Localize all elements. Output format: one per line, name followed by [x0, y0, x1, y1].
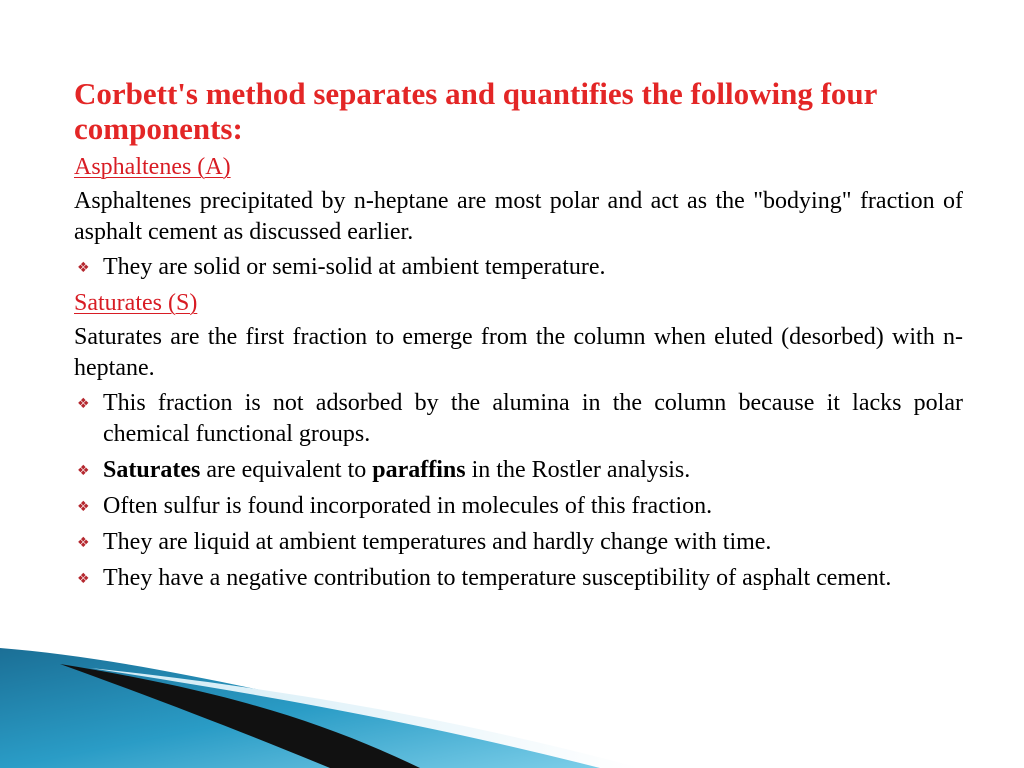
section-heading-saturates: Saturates (S): [74, 290, 198, 316]
saturates-bullet-list: [74, 388, 963, 594]
list-item: ❖ They are solid or semi-solid at ambient temperature.: [74, 252, 963, 283]
bold-term-saturates: Saturates: [103, 457, 201, 483]
list-item: ❖ They have a negative contribution to temperature susceptibility of asphalt cement.: [74, 563, 963, 594]
list-item: ❖ Saturates are equivalent to paraffins in the Rostler analysis.: [74, 455, 963, 486]
section-heading-asphaltenes: Asphaltenes (A): [74, 154, 231, 180]
asphaltenes-bullet-list: [74, 252, 963, 283]
bold-term-paraffins: paraffins: [372, 457, 466, 483]
asphaltenes-paragraph: Asphaltenes precipitated by n-heptane are most polar and act as the "bodying" fraction of asphalt cement as discussed earlier.: [74, 188, 963, 245]
saturates-paragraph: Saturates are the first fraction to emerge from the column when eluted (desorbed) with n-heptane.: [74, 324, 963, 381]
list-item: ❖ Often sulfur is found incorporated in molecules of this fraction.: [74, 491, 963, 522]
list-item: ❖ This fraction is not adsorbed by the alumina in the column because it lacks polar chemical functional groups.: [77, 390, 963, 447]
list-item: ❖ They are liquid at ambient temperatures and hardly change with time.: [74, 527, 963, 558]
diamond-bullet-icon: ❖: [77, 463, 90, 479]
diamond-bullet-icon: ❖: [77, 571, 90, 587]
diamond-bullet-icon: ❖: [77, 396, 90, 412]
slide-title: Corbett's method separates and quantifies the following four components:: [74, 76, 877, 146]
slide-content: [74, 76, 963, 599]
diamond-bullet-icon: ❖: [77, 535, 90, 551]
diamond-bullet-icon: ❖: [77, 499, 90, 515]
diamond-bullet-icon: ❖: [77, 260, 90, 276]
